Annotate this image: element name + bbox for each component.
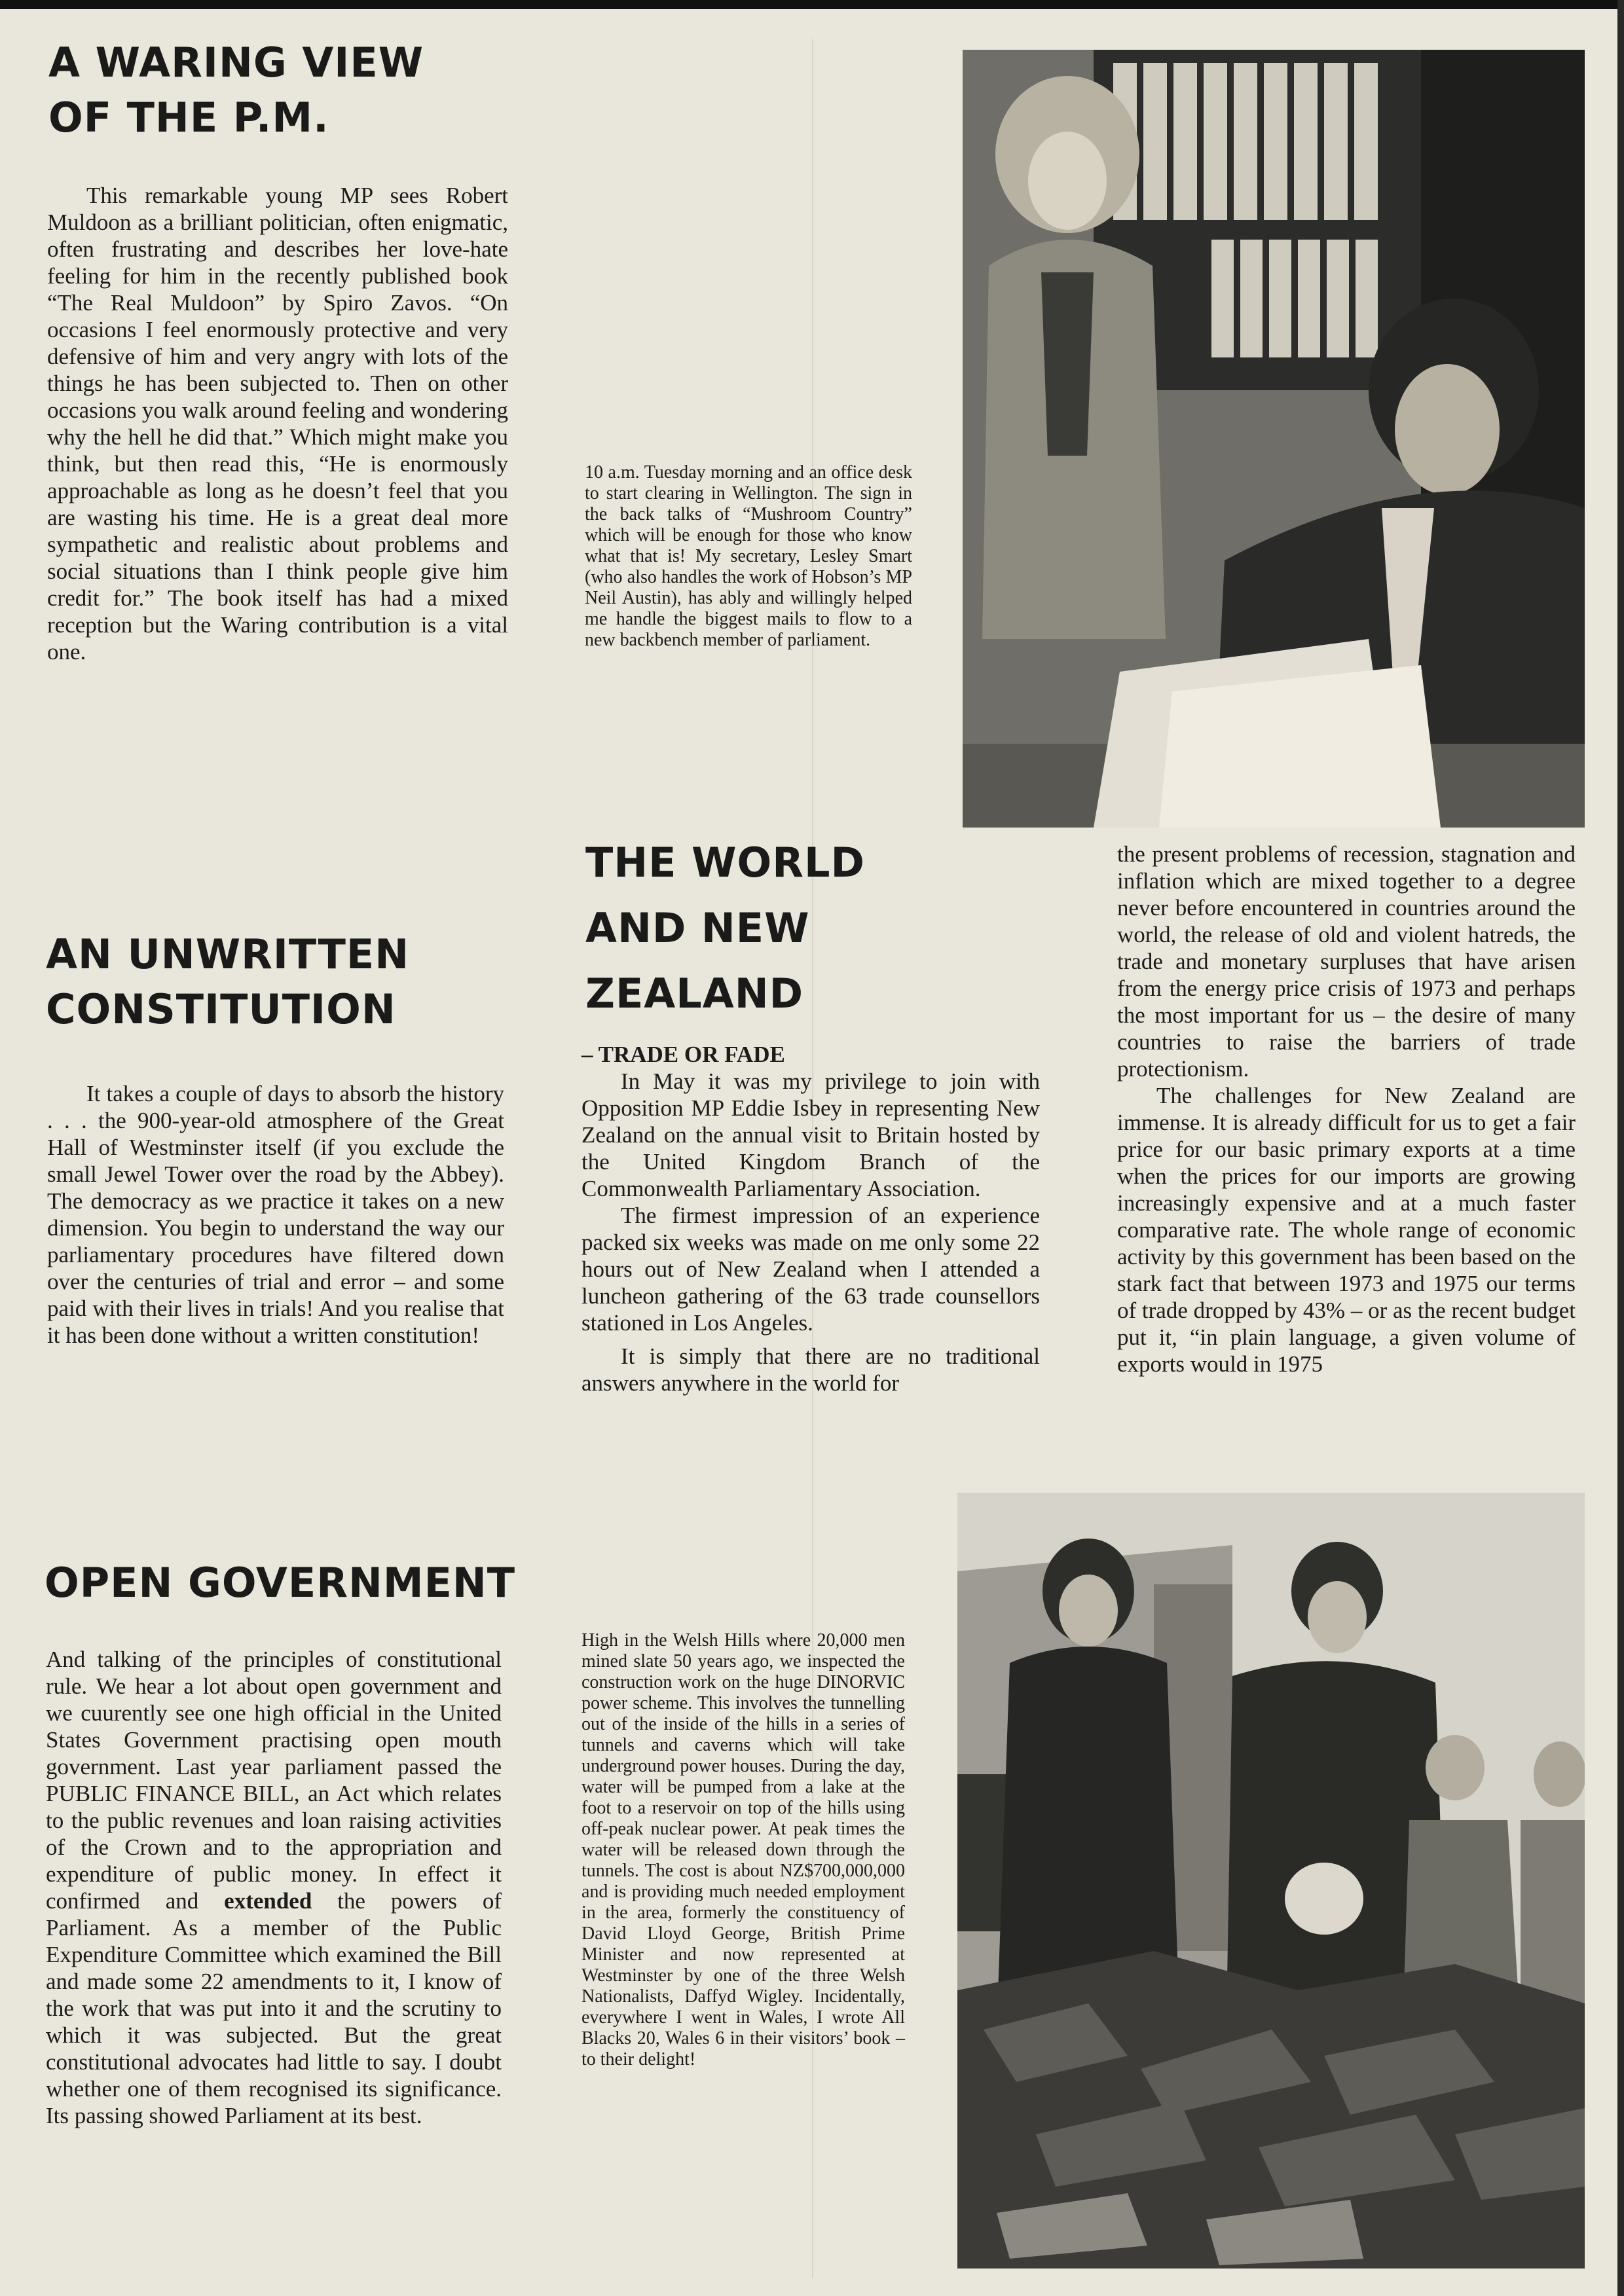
- open-govt-emphasis: extended: [224, 1888, 312, 1914]
- world-body-col1: [581, 1041, 1040, 1396]
- world-heading-line2: AND NEW: [585, 904, 810, 952]
- world-paragraph-2: The firmest impression of an experience packed six weeks was made on me only some 22 hours out of New Zealand when I attended a luncheon gathering of the 63 trade counsellors stationed in Los Angeles.: [581, 1203, 1040, 1336]
- wales-photo: [957, 1493, 1585, 2269]
- world-paragraph-1: In May it was my privilege to join with Opposition MP Eddie Isbey in representing New Zealand on the annual visit to Britain hosted by the United Kingdom Branch of the Commonwealth Parliamentary Association.: [581, 1068, 1040, 1201]
- open-government-heading: OPEN GOVERNMENT: [45, 1559, 516, 1607]
- world-paragraph-4: the present problems of recession, stagnation and inflation which are mixed together to a degree never before encountered in countries around the world, the release of old and violent hatreds, the trade and monetary surpluses that have arisen from the energy price crisis of 1973 and perhaps the most important for us – the desire of many countries to raise the barriers of trade protectionism.: [1117, 841, 1576, 1082]
- pm-heading-line2: OF THE P.M.: [48, 94, 329, 141]
- pm-heading-line1: A WARING VIEW: [48, 39, 424, 86]
- constitution-body: [47, 1080, 504, 1349]
- open-government-body: [46, 1646, 502, 2129]
- page-right-edge: [1617, 0, 1624, 2296]
- world-subheading: – TRADE OR FADE: [581, 1042, 785, 1067]
- world-heading-line1: THE WORLD: [585, 839, 865, 886]
- world-body-col2: [1117, 841, 1576, 1377]
- wales-photo-caption: [581, 1630, 905, 2070]
- wales-caption-text: High in the Welsh Hills where 20,000 men mined slate 50 years ago, we inspected the construction work on the huge DINORVIC power scheme. This involves the tunnelling out of the inside of the hills in a series of tunnels and caverns which will take underground power houses. During the day, water will be pumped from a lake at the foot to a reservoir on top of the hills using off-peak nuclear power. At peak times the water will be released down through the tunnels. The cost is about NZ$700,000,000 and is providing much needed employment in the area, formerly the constituency of David Lloyd George, British Prime Minister and now represented at Westminster by one of the three Welsh Nationalists, Daffyd Wigley. Incidentally, everywhere I went in Wales, I wrote All Blacks 20, Wales 6 in their visitors’ book – to their delight!: [581, 1630, 905, 2069]
- world-paragraph-5: The challenges for New Zealand are immense. It is already difficult for us to get a fair price for our basic primary exports at a time when the prices for our imports are growing increasingly expensive and at a much faster comparative rate. The whole range of economic activity by this government has been based on the stark fact that between 1973 and 1975 our terms of trade dropped by 43% – or as the recent budget put it, “in plain language, a given volume of exports would in 1975: [1117, 1083, 1576, 1377]
- office-photo-caption: [585, 462, 912, 651]
- constitution-heading: [46, 927, 409, 1037]
- constitution-heading-line1: AN UNWRITTEN: [46, 930, 410, 978]
- office-caption-text: 10 a.m. Tuesday morning and an office desk to start clearing in Wellington. The sign in the back talks of “Mushroom Country” which will be enough for those who know what that is! My secretary, Lesley Smart (who also handles the work of Hobson’s MP Neil Austin), has ably and willingly helped me handle the biggest mails to flow to a new backbench member of parliament.: [585, 462, 912, 650]
- office-photo: [963, 50, 1585, 828]
- open-govt-text-part1: And talking of the principles of constitutional rule. We hear a lot about open government and we cuurently see one high official in the United States Government practising open mouth government. Last year parliament passed the PUBLIC FINANCE BILL, an Act which relates to the public revenues and loan raising activities of the Crown and to the appropriation and expenditure of public money. In effect it confirmed and: [46, 1647, 502, 1914]
- world-paragraph-3: It is simply that there are no traditional answers anywhere in the world for: [581, 1343, 1040, 1396]
- world-heading: [585, 830, 865, 1027]
- pm-body: [47, 182, 508, 665]
- open-govt-text-part2: the powers of Parliament. As a member of the Public Expenditure Committee which examined the Bill and made some 22 amendments to it, I know of the work that was put into it and the scrutiny to which it was subjected. But the great constitutional advocates had little to say. I doubt whether one of them recognised its significance. Its passing showed Parliament at its best.: [46, 1888, 502, 2128]
- constitution-heading-line2: CONSTITUTION: [46, 985, 396, 1033]
- pm-heading: [48, 35, 424, 145]
- pm-paragraph: This remarkable young MP sees Robert Muldoon as a brilliant politician, often enigmatic, often frustrating and describes her love-hate feeling for him in the recently published book “The Real Muldoon” by Spiro Zavos. “On occasions I feel enormously protective and very defensive of him and very angry with lots of the things he has been subjected to. Then on other occasions you walk around feeling and wondering why the hell he did that.” Which might make you think, but then read this, “He is enormously approachable as long as he doesn’t feel that you are wasting his time. He is a great deal more sympathetic and realistic about problems and social situations than I think people give him credit for.” The book itself has had a mixed reception but the Waring contribution is a vital one.: [47, 183, 508, 665]
- open-government-paragraph: [46, 1646, 502, 2129]
- page-top-edge: [0, 0, 1624, 9]
- world-heading-line3: ZEALAND: [585, 970, 804, 1017]
- constitution-paragraph: It takes a couple of days to absorb the history . . . the 900-year-old atmosphere of the Great Hall of Westminster itself (if you exclude the small Jewel Tower over the road by the Abbey). The democracy as we practice it takes on a new dimension. You begin to understand the way our parliamentary procedures have filtered down over the centuries of trial and error – and some paid with their lives in trials! And you realise that it has been done without a written constitution!: [47, 1081, 504, 1348]
